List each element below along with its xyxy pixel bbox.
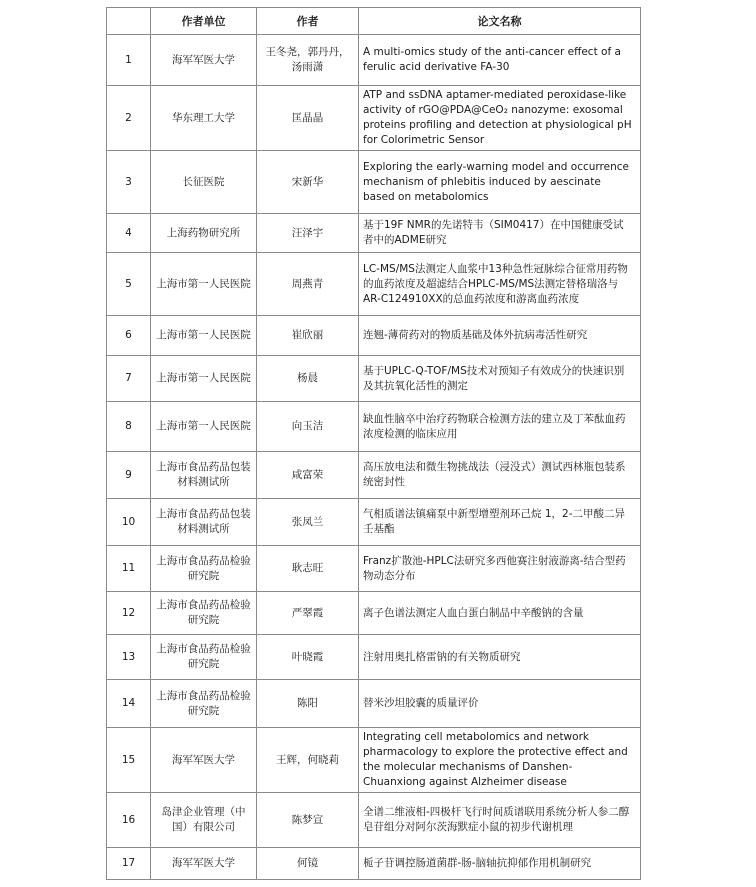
row-index: 5 (107, 253, 151, 316)
row-index: 17 (107, 848, 151, 880)
row-authors: 张凤兰 (257, 499, 359, 546)
table-row (107, 848, 641, 880)
row-title: ATP and ssDNA aptamer-mediated peroxidase-like activity of rGO@PDA@CeO₂ nanozyme: exosomal proteins profiling and detection at physiological pH for Colorimetric Sensor (359, 86, 641, 151)
row-authors: 杨晨 (257, 356, 359, 402)
table-row (107, 728, 641, 793)
row-index: 9 (107, 452, 151, 499)
table-row (107, 680, 641, 728)
row-authors: 王冬尧，郭丹丹，汤雨潇 (257, 35, 359, 86)
row-org: 海军军医大学 (151, 848, 257, 880)
table-row (107, 214, 641, 253)
row-title: 气相质谱法镇痛泵中新型增塑剂环己烷 1，2-二甲酸二异壬基酯 (359, 499, 641, 546)
row-title: 栀子苷调控肠道菌群-肠-脑轴抗抑郁作用机制研究 (359, 848, 641, 880)
row-title: 离子色谱法测定人血白蛋白制品中辛酸钠的含量 (359, 592, 641, 635)
row-title: 连翘-薄荷药对的物质基础及体外抗病毒活性研究 (359, 316, 641, 356)
table-row (107, 316, 641, 356)
table-row (107, 635, 641, 680)
row-authors: 严翠霞 (257, 592, 359, 635)
row-title: Integrating cell metabolomics and network pharmacology to explore the protective effect and the molecular mechanisms of Danshen-Chuanxiong against Alzheimer disease (359, 728, 641, 793)
header-title: 论文名称 (359, 8, 641, 35)
row-org: 海军军医大学 (151, 728, 257, 793)
row-org: 上海市第一人民医院 (151, 253, 257, 316)
row-index: 2 (107, 86, 151, 151)
row-org: 上海药物研究所 (151, 214, 257, 253)
row-authors: 陈阳 (257, 680, 359, 728)
paper-list-table (106, 7, 641, 880)
row-org: 上海市第一人民医院 (151, 356, 257, 402)
row-index: 8 (107, 402, 151, 452)
table-row (107, 452, 641, 499)
row-index: 13 (107, 635, 151, 680)
header-org: 作者单位 (151, 8, 257, 35)
row-index: 11 (107, 546, 151, 592)
row-title: LC-MS/MS法测定人血浆中13种急性冠脉综合征常用药物的血药浓度及超滤结合HPLC-MS/MS法测定替格瑞洛与AR-C124910XX的总血药浓度和游离血药浓度 (359, 253, 641, 316)
row-org: 上海市食品药品检验研究院 (151, 635, 257, 680)
table-row (107, 546, 641, 592)
row-title: 高压放电法和微生物挑战法（浸没式）测试西林瓶包装系统密封性 (359, 452, 641, 499)
table-row (107, 35, 641, 86)
row-title: 注射用奥扎格雷钠的有关物质研究 (359, 635, 641, 680)
row-org: 上海市第一人民医院 (151, 402, 257, 452)
row-index: 4 (107, 214, 151, 253)
row-org: 上海市食品药品检验研究院 (151, 592, 257, 635)
row-org: 长征医院 (151, 151, 257, 214)
row-org: 上海市食品药品包装材料测试所 (151, 452, 257, 499)
row-authors: 陈梦宣 (257, 793, 359, 848)
table-row (107, 499, 641, 546)
row-index: 6 (107, 316, 151, 356)
row-index: 3 (107, 151, 151, 214)
row-authors: 向玉洁 (257, 402, 359, 452)
row-title: 全谱二维液相-四极杆飞行时间质谱联用系统分析人参二醇皂苷组分对阿尔茨海默症小鼠的初步代谢机理 (359, 793, 641, 848)
row-title: 基于19F NMR的先诺特韦（SIM0417）在中国健康受试者中的ADME研究 (359, 214, 641, 253)
row-authors: 咸富荣 (257, 452, 359, 499)
row-authors: 匡晶晶 (257, 86, 359, 151)
row-index: 10 (107, 499, 151, 546)
row-title: 基于UPLC-Q-TOF/MS技术对预知子有效成分的快速识别及其抗氧化活性的测定 (359, 356, 641, 402)
row-title: 替米沙坦胶囊的质量评价 (359, 680, 641, 728)
row-org: 上海市食品药品检验研究院 (151, 680, 257, 728)
row-title: Franz扩散池-HPLC法研究多西他赛注射液游离-结合型药物动态分布 (359, 546, 641, 592)
row-org: 海军军医大学 (151, 35, 257, 86)
row-org: 上海市食品药品检验研究院 (151, 546, 257, 592)
row-authors: 王辉，何晓莉 (257, 728, 359, 793)
table-row (107, 793, 641, 848)
row-index: 14 (107, 680, 151, 728)
row-title: Exploring the early-warning model and occurrence mechanism of phlebitis induced by aescinate based on metabolomics (359, 151, 641, 214)
row-org: 华东理工大学 (151, 86, 257, 151)
row-title: A multi-omics study of the anti-cancer effect of a ferulic acid derivative FA-30 (359, 35, 641, 86)
row-authors: 耿志旺 (257, 546, 359, 592)
row-authors: 叶晓霞 (257, 635, 359, 680)
table-row (107, 253, 641, 316)
table-row (107, 86, 641, 151)
row-authors: 宋新华 (257, 151, 359, 214)
row-authors: 汪泽宇 (257, 214, 359, 253)
row-org: 岛津企业管理（中国）有限公司 (151, 793, 257, 848)
table-row (107, 402, 641, 452)
table-row (107, 151, 641, 214)
table-row (107, 356, 641, 402)
header-authors: 作者 (257, 8, 359, 35)
row-index: 15 (107, 728, 151, 793)
row-index: 12 (107, 592, 151, 635)
paper-list-table-wrapper (106, 7, 640, 880)
row-index: 1 (107, 35, 151, 86)
header-index (107, 8, 151, 35)
row-authors: 崔欣丽 (257, 316, 359, 356)
row-authors: 周燕青 (257, 253, 359, 316)
row-title: 缺血性脑卒中治疗药物联合检测方法的建立及丁苯酞血药浓度检测的临床应用 (359, 402, 641, 452)
row-org: 上海市第一人民医院 (151, 316, 257, 356)
row-index: 16 (107, 793, 151, 848)
row-authors: 何镜 (257, 848, 359, 880)
row-index: 7 (107, 356, 151, 402)
row-org: 上海市食品药品包装材料测试所 (151, 499, 257, 546)
table-row (107, 592, 641, 635)
header-row (107, 8, 641, 35)
